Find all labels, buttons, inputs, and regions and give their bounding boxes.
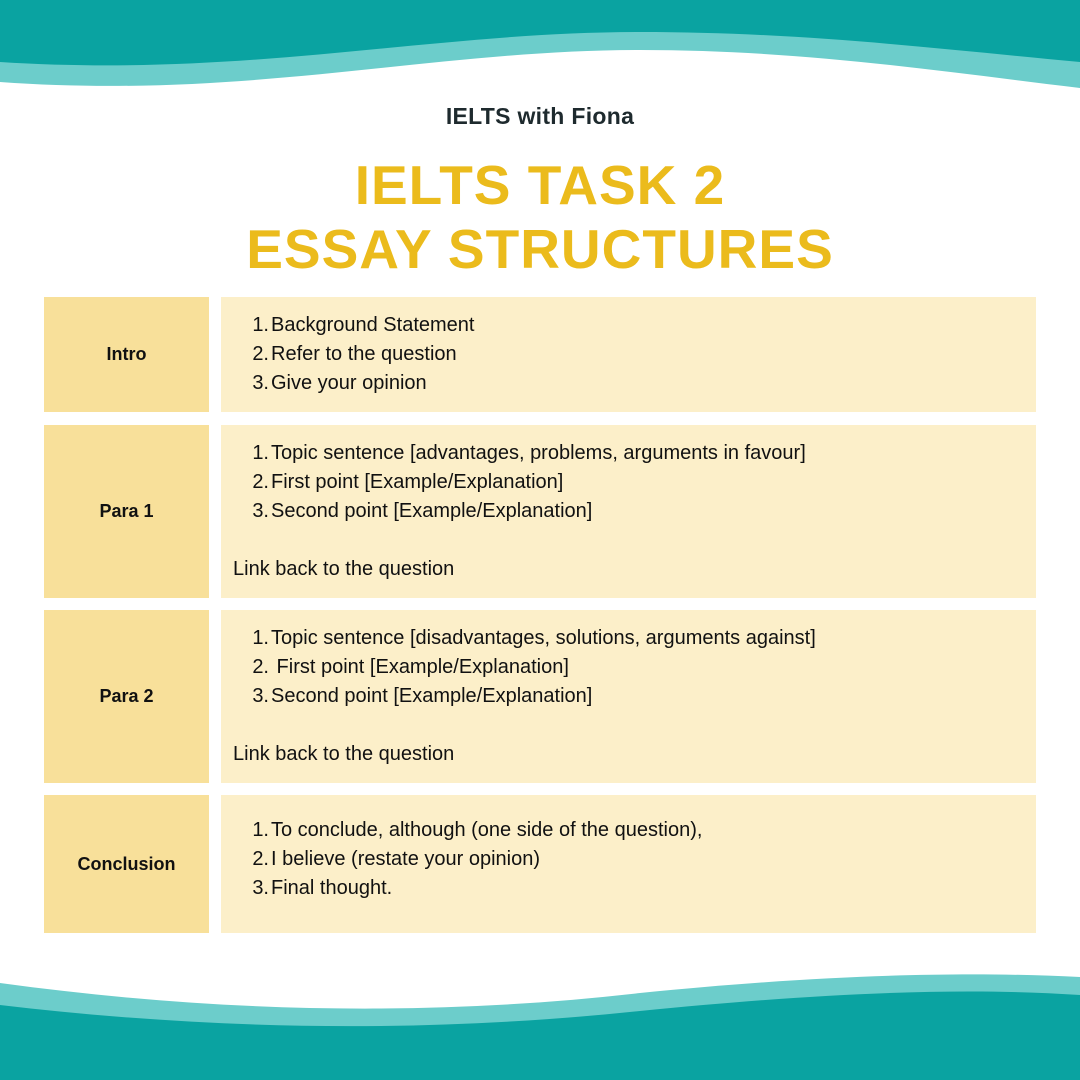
list-item: 3. Second point [Example/Explanation]: [252, 685, 593, 707]
section-content: [221, 610, 1036, 783]
list-item: 2. Refer to the question: [252, 343, 457, 365]
list-item: 1. Background Statement: [252, 314, 475, 336]
section-content: [221, 795, 1036, 933]
list-item: 1. Topic sentence [advantages, problems, arguments in favour]: [252, 442, 806, 464]
section-para-2: [44, 610, 1036, 783]
title-line-1: IELTS TASK 2: [354, 154, 726, 216]
section-label: Intro: [44, 297, 209, 412]
list-item: 3. Give your opinion: [252, 372, 427, 394]
list-item: 2. First point [Example/Explanation]: [252, 471, 564, 493]
list-item: 3. Final thought.: [252, 877, 393, 899]
list-item: 1. Topic sentence [disadvantages, solutions, arguments against]: [252, 627, 816, 649]
top-wave-decoration: [0, 0, 1080, 110]
step-list: [233, 439, 1024, 526]
section-conclusion: [44, 795, 1036, 933]
list-item: 2. I believe (restate your opinion): [252, 848, 541, 870]
list-item: 2. First point [Example/Explanation]: [252, 656, 569, 678]
section-label: Conclusion: [44, 795, 209, 933]
title-line-2: ESSAY STRUCTURES: [246, 218, 834, 280]
list-item: 3. Second point [Example/Explanation]: [252, 500, 593, 522]
section-intro: [44, 297, 1036, 412]
link-back-note: Link back to the question: [233, 743, 455, 765]
step-list: [233, 816, 1024, 903]
section-label: Para 2: [44, 610, 209, 783]
section-content: [221, 425, 1036, 598]
page-title: [0, 153, 1080, 281]
section-para-1: [44, 425, 1036, 598]
step-list: [233, 311, 1024, 398]
brand-name: IELTS with Fiona: [445, 103, 635, 129]
link-back-note: Link back to the question: [233, 558, 455, 580]
bottom-wave-decoration: [0, 965, 1080, 1080]
list-item: 1. To conclude, although (one side of the question),: [252, 819, 703, 841]
step-list: [233, 624, 1024, 711]
section-content: [221, 297, 1036, 412]
section-label: Para 1: [44, 425, 209, 598]
